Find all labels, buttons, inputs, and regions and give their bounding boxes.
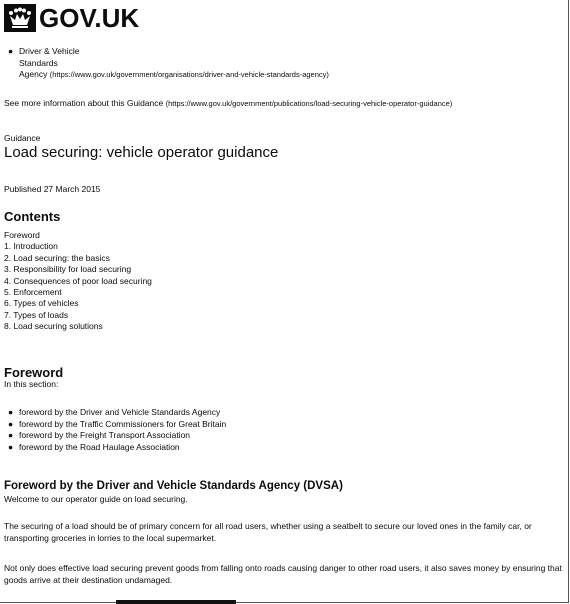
- contents-item[interactable]: 5. Enforcement: [4, 287, 62, 298]
- dvsa-paragraph-3: Not only does effective load securing prevent goods from falling onto roads causing danger to other road users, it also saves money by ensuring that goods arrive at their destination undamaged.: [4, 563, 562, 585]
- contents-item[interactable]: 4. Consequences of poor load securing: [4, 275, 152, 286]
- foreword-link[interactable]: foreword by the Road Haulage Association: [19, 441, 180, 452]
- list-item[interactable]: [8, 442, 226, 454]
- contents-item[interactable]: 1. Introduction: [4, 241, 58, 252]
- more-info-text: See more information about this Guidance: [4, 98, 164, 108]
- contents-item[interactable]: Foreword: [4, 230, 40, 240]
- govuk-header[interactable]: [4, 3, 139, 33]
- contents-item[interactable]: 3. Responsibility for load securing: [4, 264, 132, 275]
- organisation-name-line1: Driver & Vehicle: [19, 46, 80, 56]
- contents-list: [4, 230, 152, 333]
- bullet-icon: ●: [8, 407, 14, 417]
- bullet-icon: ●: [8, 430, 14, 441]
- page-title: Load securing: vehicle operator guidance: [4, 144, 279, 161]
- organisation-url: (https://www.gov.uk/government/organisations/driver-and-vehicle-standards-agency): [49, 70, 329, 79]
- document-type: Guidance: [4, 133, 41, 143]
- foreword-intro: In this section:: [4, 379, 59, 389]
- foreword-link[interactable]: foreword by the Driver and Vehicle Standards Agency: [19, 407, 221, 417]
- published-date: Published 27 March 2015: [4, 184, 101, 194]
- dvsa-foreword-heading: Foreword by the Driver and Vehicle Standards Agency (DVSA): [4, 480, 343, 492]
- dvsa-paragraph-1: Welcome to our operator guide on load securing.: [4, 494, 188, 504]
- organisation-name-line3: Agency: [19, 69, 48, 79]
- foreword-link[interactable]: foreword by the Freight Transport Association: [19, 430, 191, 441]
- foreword-links: [8, 407, 226, 453]
- govuk-logo-text: GOV.UK: [39, 3, 140, 33]
- bullet-icon: ●: [8, 441, 14, 452]
- contents-item[interactable]: 2. Load securing: the basics: [4, 252, 110, 263]
- bullet-icon: ●: [8, 418, 14, 429]
- organisation-name-line2: Standards: [19, 57, 58, 68]
- list-item[interactable]: [8, 419, 226, 431]
- foreword-link[interactable]: foreword by the Traffic Commissioners for Great Britain: [19, 418, 227, 429]
- contents-item[interactable]: 7. Types of loads: [4, 309, 69, 320]
- list-item[interactable]: [8, 430, 226, 442]
- organisation-link[interactable]: [19, 46, 399, 81]
- foreword-heading: Foreword: [4, 365, 64, 380]
- bullet-icon: ●: [8, 46, 14, 56]
- contents-item[interactable]: 6. Types of vehicles: [4, 298, 79, 309]
- list-item[interactable]: [8, 407, 226, 419]
- horizontal-scrollbar[interactable]: [116, 600, 236, 604]
- contents-heading: Contents: [4, 209, 61, 224]
- contents-item[interactable]: 8. Load securing solutions: [4, 321, 103, 332]
- dvsa-paragraph-2: The securing of a load should be of primary concern for all road users, whether using a seatbelt to secure our loved ones in the family car, or transporting groceries in lorries to the local supermarket.: [4, 521, 532, 543]
- crown-icon: [4, 4, 36, 32]
- more-info-url: (https://www.gov.uk/government/publications/load-securing-vehicle-operator-guidance): [165, 99, 453, 108]
- more-info-link[interactable]: [4, 98, 452, 108]
